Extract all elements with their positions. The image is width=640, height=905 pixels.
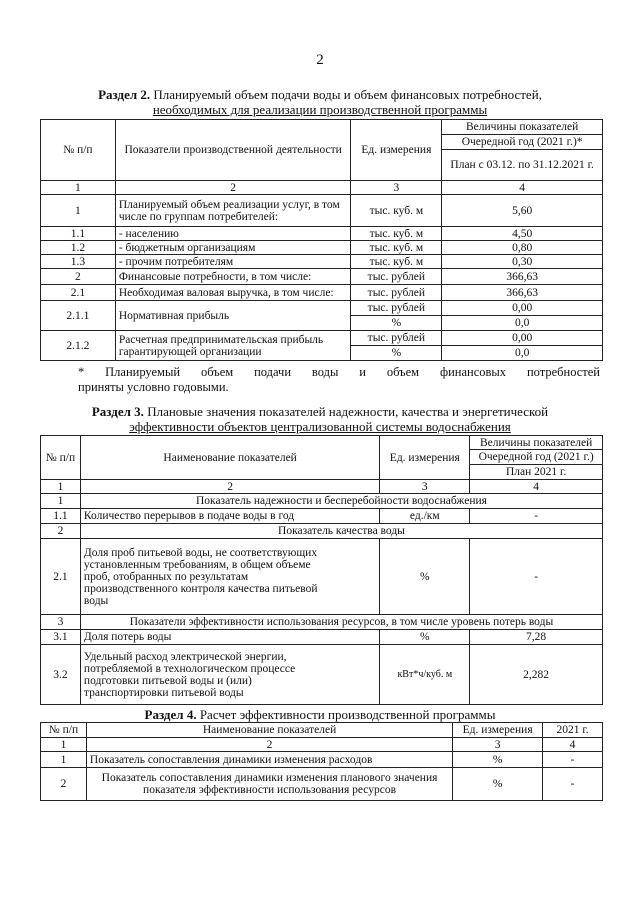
row-value: 0,0: [442, 316, 603, 331]
s3-header-unit: Ед. измерения: [380, 436, 470, 480]
row-num: 2.1: [41, 285, 116, 301]
section2-title: [40, 87, 600, 117]
row-name: Показатель сопоставления динамики изменения планового значения показателя эффективности использования ресурсов: [86, 768, 452, 801]
s4-header-name: Наименование показателей: [86, 723, 452, 738]
table-row: [41, 509, 603, 524]
group-title: Показатель качества воды: [80, 524, 602, 539]
row-num: 3.2: [41, 645, 81, 705]
row-value: 366,63: [442, 285, 603, 301]
s3-header-plan: План 2021 г.: [470, 465, 603, 480]
row-value: 0,80: [442, 241, 603, 255]
row-value: 0,0: [442, 346, 603, 361]
row-unit: %: [453, 752, 543, 768]
row-name: - бюджетным организациям: [115, 241, 351, 255]
row-num: 1: [41, 494, 81, 509]
row-value: 366,63: [442, 269, 603, 285]
s2-header-indicator: Показатели производственной деятельности: [115, 120, 351, 181]
row-name: Показатель сопоставления динамики изменения расходов: [86, 752, 452, 768]
table-row: [41, 301, 603, 316]
section2-title-bold: Раздел 2.: [98, 87, 151, 102]
s4-header-unit: Ед. измерения: [453, 723, 543, 738]
section2-title-line2: необходимых для реализации производственной программы: [152, 102, 488, 117]
row-unit: %: [380, 539, 470, 615]
s2-colnum: 2: [115, 181, 351, 195]
row-num: 2: [41, 524, 81, 539]
s3-colnum: 1: [41, 480, 81, 494]
row-name: Финансовые потребности, в том числе:: [115, 269, 351, 285]
row-num: 2.1.1: [41, 301, 116, 331]
section4-title: [40, 707, 600, 722]
row-name: - населению: [115, 227, 351, 241]
s2-colnum: 3: [351, 181, 442, 195]
row-num: 1.2: [41, 241, 116, 255]
table-group-row: [41, 524, 603, 539]
table-row: [41, 285, 603, 301]
row-name: Доля проб питьевой воды, не соответствующих установленным требованиям, в общем объеме проб, отобранных по результатам производственного контроля качества питьевой воды: [80, 539, 379, 615]
s3-header-year: Очередной год (2021 г.): [470, 450, 603, 465]
section3-title-bold: Раздел 3.: [91, 404, 144, 419]
footnote-line1: * Планируемый объем подачи воды и объем финансовых потребностей: [78, 365, 600, 379]
table-row: [41, 241, 603, 255]
row-value: 0,00: [442, 331, 603, 346]
row-name: Расчетная предпринимательская прибыль гарантирующей организации: [115, 331, 351, 361]
s3-header-name: Наименование показателей: [80, 436, 379, 480]
s4-header-year: 2021 г.: [543, 723, 603, 738]
s2-header-year: Очередной год (2021 г.)*: [442, 135, 603, 150]
footnote-line2: приняты условно годовыми.: [78, 380, 229, 394]
s3-colnum: 3: [380, 480, 470, 494]
row-unit: ед./км: [380, 509, 470, 524]
row-unit: %: [453, 768, 543, 801]
s2-colnum: 4: [442, 181, 603, 195]
row-num: 2: [41, 269, 116, 285]
table-row: [41, 227, 603, 241]
row-name: Нормативная прибыль: [115, 301, 351, 331]
row-unit: тыс. рублей: [351, 285, 442, 301]
table-group-row: [41, 615, 603, 630]
s2-header-plan: План с 03.12. по 31.12.2021 г.: [442, 150, 603, 181]
section3-title-line2: эффективности объектов централизованной системы водоснабжения: [129, 419, 511, 434]
row-value: -: [543, 752, 603, 768]
section3-table: [40, 435, 603, 705]
row-unit: тыс. куб. м: [351, 241, 442, 255]
row-unit: тыс. рублей: [351, 301, 442, 316]
table-row: [41, 645, 603, 705]
row-unit: тыс. рублей: [351, 331, 442, 346]
s2-colnum: 1: [41, 181, 116, 195]
row-name: Планируемый объем реализации услуг, в том числе по группам потребителей:: [115, 195, 351, 227]
row-value: 0,00: [442, 301, 603, 316]
row-num: 1.1: [41, 227, 116, 241]
row-num: 2: [41, 768, 87, 801]
s3-header-values: Величины показателей: [470, 436, 603, 450]
row-name: Доля потерь воды: [80, 630, 379, 645]
table-row: [41, 752, 603, 768]
row-unit: %: [351, 316, 442, 331]
table-row: [41, 630, 603, 645]
row-value: 5,60: [442, 195, 603, 227]
s2-header-unit: Ед. измерения: [351, 120, 442, 181]
s4-colnum: 2: [86, 738, 452, 752]
row-num: 1: [41, 195, 116, 227]
row-unit: тыс. рублей: [351, 269, 442, 285]
s3-header-num: № п/п: [41, 436, 81, 480]
table-row: [41, 539, 603, 615]
row-value: -: [543, 768, 603, 801]
row-value: -: [470, 509, 603, 524]
group-title: Показатели эффективности использования ресурсов, в том числе уровень потерь воды: [80, 615, 602, 630]
s2-header-num: № п/п: [41, 120, 116, 181]
row-value: 4,50: [442, 227, 603, 241]
section2-footnote: [78, 365, 600, 395]
row-unit: %: [351, 346, 442, 361]
s2-header-values: Величины показателей: [442, 120, 603, 135]
row-value: 2,282: [470, 645, 603, 705]
s3-colnum: 4: [470, 480, 603, 494]
s4-colnum: 1: [41, 738, 87, 752]
table-row: [41, 768, 603, 801]
s4-colnum: 4: [543, 738, 603, 752]
row-unit: тыс. куб. м: [351, 195, 442, 227]
section4-title-bold: Раздел 4.: [144, 707, 197, 722]
row-name: Удельный расход электрической энергии, потребляемой в технологическом процессе подготовки питьевой воды и (или) транспортировки питьевой воды: [80, 645, 379, 705]
row-name: - прочим потребителям: [115, 255, 351, 269]
row-name: Необходимая валовая выручка, в том числе:: [115, 285, 351, 301]
page-number: 2: [316, 52, 324, 68]
s3-colnum: 2: [80, 480, 379, 494]
section2-table: [40, 119, 603, 361]
s4-colnum: 3: [453, 738, 543, 752]
table-row: [41, 255, 603, 269]
table-row: [41, 331, 603, 346]
row-value: -: [470, 539, 603, 615]
row-num: 3: [41, 615, 81, 630]
section2-title-rest: Планируемый объем подачи воды и объем финансовых потребностей,: [150, 87, 542, 102]
row-num: 1.3: [41, 255, 116, 269]
table-group-row: [41, 494, 603, 509]
table-row: [41, 269, 603, 285]
row-num: 1.1: [41, 509, 81, 524]
s4-header-num: № п/п: [41, 723, 87, 738]
row-num: 2.1.2: [41, 331, 116, 361]
table-row: [41, 195, 603, 227]
row-num: 1: [41, 752, 87, 768]
row-num: 3.1: [41, 630, 81, 645]
row-unit: кВт*ч/куб. м: [380, 645, 470, 705]
row-unit: тыс. куб. м: [351, 255, 442, 269]
section3-title-rest: Плановые значения показателей надежности, качества и энергетической: [143, 404, 549, 419]
row-unit: %: [380, 630, 470, 645]
section4-table: [40, 722, 603, 801]
row-name: Количество перерывов в подаче воды в год: [80, 509, 379, 524]
section3-title: [40, 404, 600, 434]
row-unit: тыс. куб. м: [351, 227, 442, 241]
section4-title-rest: Расчет эффективности производственной программы: [196, 707, 496, 722]
group-title: Показатель надежности и бесперебойности водоснабжения: [80, 494, 602, 509]
row-value: 0,30: [442, 255, 603, 269]
row-value: 7,28: [470, 630, 603, 645]
row-num: 2.1: [41, 539, 81, 615]
